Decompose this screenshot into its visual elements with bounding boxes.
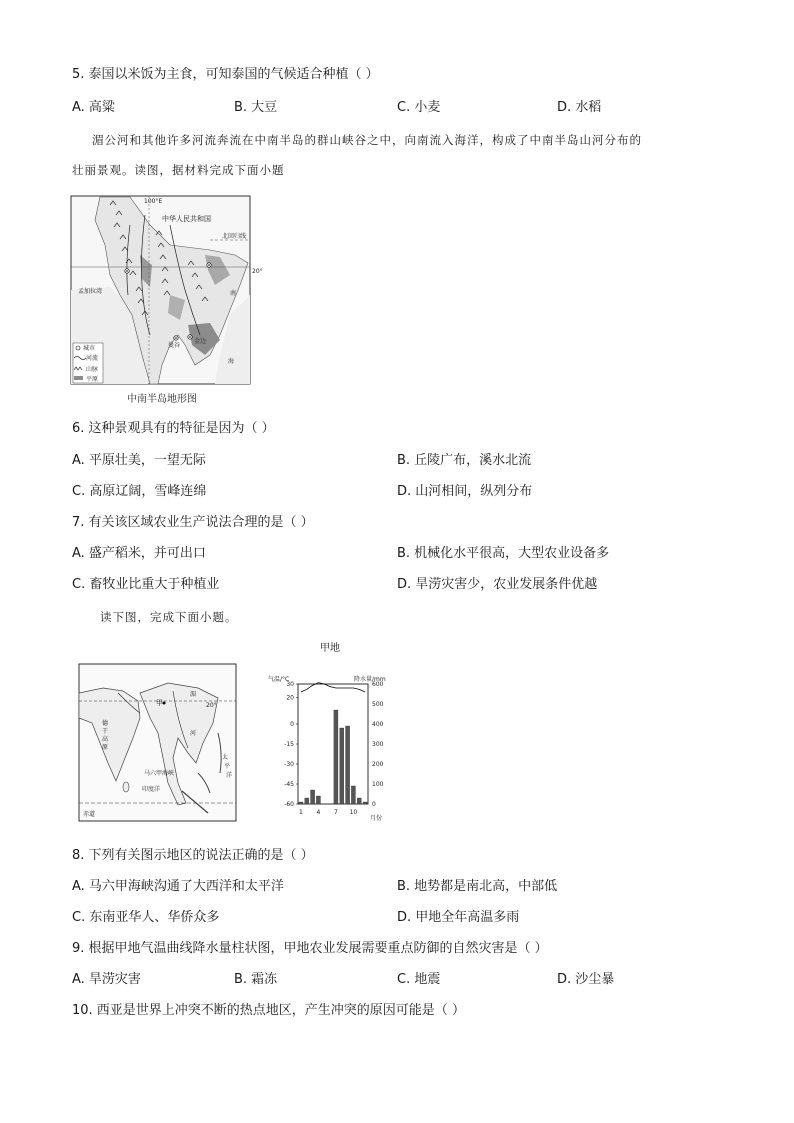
china-label: 中华人民共和国: [162, 215, 211, 223]
passage-1-line-2: 壮丽景观。读图，据材料完成下面小题: [72, 163, 285, 177]
legend-city-label: 城市: [83, 345, 96, 352]
south-asia-sketch-map: [78, 663, 238, 823]
precip-bar: [299, 802, 303, 804]
chart-title: 甲地: [320, 643, 340, 654]
question-6-option-a: A. 平原壮美，一望无际: [72, 453, 206, 468]
latitude-label: 20°: [252, 268, 263, 275]
map-2-mekong-label-2: 河: [190, 730, 197, 737]
meridian-label: 100°E: [144, 198, 163, 205]
precip-bar: [363, 802, 367, 804]
passage-2: 读下图，完成下面小题。: [100, 610, 238, 624]
x-tick-label: 1: [299, 809, 303, 816]
map-2-pacific-label-3: 洋: [226, 772, 233, 779]
map-2-deccan-label-2: 干: [102, 728, 109, 735]
legend-river-label: 河流: [86, 355, 99, 362]
precip-bar: [305, 798, 309, 804]
question-5-stem: 5. 泰国以米饭为主食，可知泰国的气候适合种植（ ）: [72, 67, 379, 82]
question-6-stem: 6. 这种景观具有的特征是因为（ ）: [72, 421, 275, 436]
right-tick-label: 0: [372, 801, 376, 808]
x-tick-label: 10: [349, 809, 358, 816]
chart-plot-frame: [298, 684, 368, 804]
right-tick-label: 200: [372, 761, 384, 768]
map-2-mekong-label-1: 湄: [190, 691, 197, 698]
question-9-option-b: B. 霜冻: [234, 972, 278, 987]
question-7-option-d: D. 旱涝灾害少，农业发展条件优越: [397, 577, 598, 592]
question-7-option-c: C. 畜牧业比重大于种植业: [72, 577, 220, 592]
question-5-option-b: B. 大豆: [234, 100, 278, 115]
chart-left-axis-label: 气温/°C: [268, 676, 290, 683]
question-6-option-c: C. 高原辽阔，雪峰连绵: [72, 484, 207, 499]
question-7-stem: 7. 有关该区域农业生产说法合理的是（ ）: [72, 515, 314, 530]
left-tick-label: -60: [284, 801, 294, 808]
map-2-point-jia-label: 甲: [156, 699, 163, 707]
question-8-option-a: A. 马六甲海峡沟通了大西洋和太平洋: [72, 879, 284, 894]
map-2-malacca-label: 马六甲海峡: [144, 770, 175, 777]
climate-chart: [268, 638, 403, 823]
map-2-deccan-label-3: 高: [102, 736, 109, 743]
precip-bar: [334, 710, 338, 804]
right-tick-label: 300: [372, 741, 384, 748]
right-tick-label: 100: [372, 781, 384, 788]
x-tick-label: 4: [316, 809, 321, 816]
right-tick-label: 600: [372, 681, 384, 688]
legend-plain-icon: [74, 376, 83, 380]
map-2-lat-label: 20°: [206, 702, 217, 709]
question-8-option-d: D. 甲地全年高温多雨: [397, 910, 520, 925]
precip-bar: [311, 790, 315, 804]
map-2-point-jia-marker: [163, 702, 166, 705]
question-7-option-b: B. 机械化水平很高，大型农业设备多: [397, 546, 610, 561]
precip-bar: [340, 728, 344, 804]
city-bangkok-label: 曼谷: [168, 342, 181, 349]
question-8-option-b: B. 地势都是南北高，中部低: [397, 879, 558, 894]
indochina-terrain-map: [70, 195, 265, 387]
precip-bar: [346, 726, 350, 804]
question-5-option-a: A. 高粱: [72, 100, 115, 115]
map-2-indian-ocean-label: 印度洋: [142, 786, 161, 793]
map-2-deccan-label-4: 原: [102, 744, 109, 751]
right-tick-label: 400: [372, 721, 384, 728]
question-5-option-c: C. 小麦: [397, 100, 441, 115]
question-9-stem: 9. 根据甲地气温曲线降水量柱状图，甲地农业发展需要重点防御的自然灾害是（ ）: [72, 941, 548, 956]
passage-1-line-1: 湄公河和其他许多河流奔流在中南半岛的群山峡谷之中，向南流入海洋，构成了中南半岛山河分布的: [92, 133, 642, 147]
question-8-option-c: C. 东南亚华人、华侨众多: [72, 910, 220, 925]
sea-label-sea: 海: [228, 358, 235, 365]
question-9-option-d: D. 沙尘暴: [557, 972, 615, 987]
legend-plain-label: 平原: [86, 376, 99, 383]
x-tick-label: 7: [334, 809, 338, 816]
chart-right-axis-label: 降水量/mm: [354, 676, 386, 683]
question-8-stem: 8. 下列有关图示地区的说法正确的是（ ）: [72, 848, 314, 863]
precip-bar: [357, 798, 361, 804]
left-tick-label: 20: [286, 694, 294, 702]
left-tick-label: -15: [284, 741, 294, 748]
left-tick-label: 0: [290, 721, 294, 728]
legend-mountain-label: 山脉: [86, 366, 99, 373]
sea-label-south: 南: [230, 290, 237, 297]
bay-of-bengal-label: 孟加拉湾: [78, 288, 103, 295]
left-tick-label: -30: [284, 761, 294, 768]
left-tick-label: 30: [286, 681, 294, 688]
map-2-pacific-label-1: 太: [222, 754, 229, 761]
map-2-deccan-label-1: 德: [102, 720, 109, 727]
question-9-option-a: A. 旱涝灾害: [72, 972, 141, 987]
chart-x-axis-label: 月份: [370, 815, 383, 822]
map-2-equator-label: 赤道: [83, 811, 96, 818]
question-7-option-a: A. 盛产稻米，并可出口: [72, 546, 206, 561]
legend-city-icon: [76, 346, 80, 350]
map-2-pacific-label-2: 平: [224, 763, 231, 770]
city-phnompenh-label: 金边: [194, 338, 207, 345]
question-9-option-c: C. 地震: [397, 972, 441, 987]
precip-bar: [316, 796, 320, 804]
question-5-option-d: D. 水稻: [557, 100, 602, 115]
map-1-caption: 中南半岛地形图: [127, 394, 197, 405]
right-tick-label: 500: [372, 701, 384, 708]
question-6-option-d: D. 山河相间，纵列分布: [397, 484, 533, 499]
tropic-label: 北回归线: [222, 233, 247, 240]
left-tick-label: -45: [284, 781, 294, 788]
question-6-option-b: B. 丘陵广布，溪水北流: [397, 453, 532, 468]
precip-bar: [351, 786, 355, 804]
question-10-stem: 10. 西亚是世界上冲突不断的热点地区，产生冲突的原因可能是（ ）: [72, 1003, 465, 1018]
